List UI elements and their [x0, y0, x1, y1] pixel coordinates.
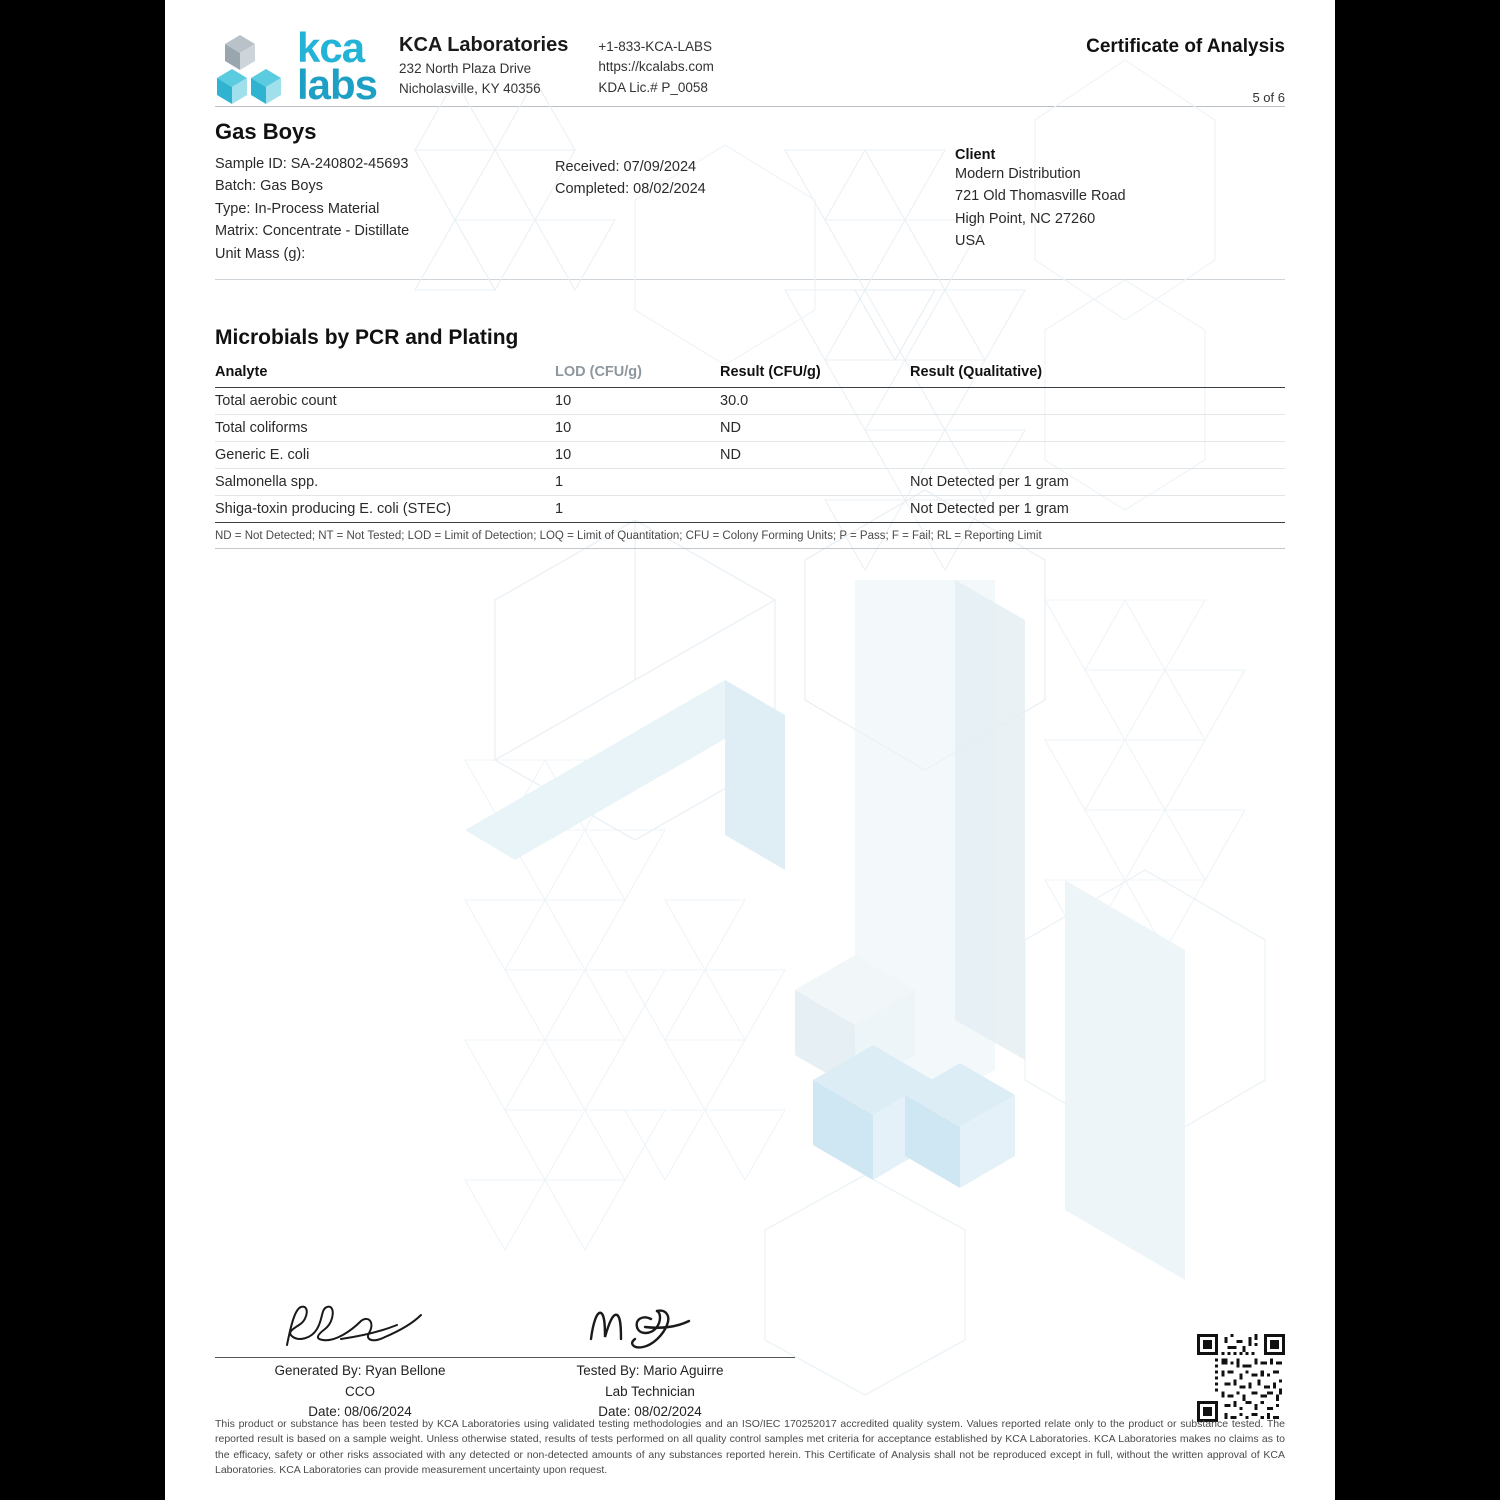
cell-analyte: Total aerobic count	[215, 388, 555, 415]
sample-dates	[555, 119, 855, 265]
sample-matrix: Matrix: Concentrate - Distillate	[215, 223, 410, 240]
lab-phone: +1-833-KCA-LABS	[598, 39, 713, 54]
cell-qualitative	[910, 415, 1285, 442]
signature-image-mario-aguirre	[505, 1295, 795, 1355]
table-row	[215, 496, 1285, 523]
lab-address-line1: 232 North Plaza Drive	[399, 61, 532, 76]
column-qualitative: Result (Qualitative)	[910, 364, 1285, 388]
cell-lod: 10	[555, 442, 720, 469]
document-title: Certificate of Analysis	[1086, 36, 1285, 57]
client-label: Client	[955, 147, 996, 163]
microbials-section	[215, 280, 1285, 549]
sample-type: Type: In-Process Material	[215, 200, 380, 217]
cell-result: ND	[720, 415, 910, 442]
sample-id: Sample ID: SA-240802-45693	[215, 156, 409, 172]
cell-lod: 10	[555, 415, 720, 442]
sample-title: Gas Boys	[215, 119, 317, 144]
logo-cubes-icon	[215, 28, 287, 106]
lab-name: KCA Laboratories	[399, 34, 569, 56]
coa-page	[165, 0, 1335, 1500]
column-analyte: Analyte	[215, 364, 555, 388]
legend-divider	[215, 548, 1285, 549]
table-header-row	[215, 364, 1285, 388]
cell-qualitative	[910, 388, 1285, 415]
lab-contact	[598, 28, 714, 98]
table-row	[215, 442, 1285, 469]
cell-lod: 1	[555, 496, 720, 523]
signature-block-generated-by	[215, 1295, 505, 1422]
client-street: 721 Old Thomasville Road	[955, 188, 1126, 205]
tested-by-role: Lab Technician	[605, 1383, 695, 1399]
lab-website[interactable]: https://kcalabs.com	[598, 59, 714, 75]
column-lod: LOD (CFU/g)	[555, 364, 720, 388]
results-table	[215, 364, 1285, 523]
signature-block-tested-by	[505, 1295, 795, 1422]
kca-logo	[215, 24, 378, 108]
client-info	[955, 119, 1285, 265]
logo-wordmark	[297, 24, 378, 108]
legal-disclaimer: This product or substance has been tested by KCA Laboratories using validated testing methodologies and an ISO/IEC 170252017 accredited quality system. Values reported relate only to the product or substance tested. The reported result is based on a sample weight. Unless otherwise stated, results of tests performed on all quality control samples met criteria for acceptance established by KCA Laboratories. KCA Laboratories makes no claims as to the efficacy, safety or other risks associated with any detected or non-detected amounts of any substances reported herein. This Certificate of Analysis shall not be reproduced except in full, without the written approval of KCA Laboratories. KCA Laboratories can provide measurement uncertainty upon request.	[215, 1418, 1285, 1476]
table-row	[215, 415, 1285, 442]
cell-qualitative: Not Detected per 1 gram	[910, 496, 1285, 523]
certificate-heading	[1086, 28, 1285, 105]
sample-unit-mass: Unit Mass (g):	[215, 245, 306, 262]
client-name: Modern Distribution	[955, 166, 1081, 182]
generated-by-role: CCO	[345, 1383, 375, 1399]
client-country: USA	[955, 233, 985, 250]
table-row	[215, 388, 1285, 415]
tested-by-date: Date: 08/02/2024	[598, 1403, 702, 1419]
table-row	[215, 469, 1285, 496]
page-header	[165, 0, 1335, 106]
date-received: Received: 07/09/2024	[555, 159, 697, 175]
cell-analyte: Generic E. coli	[215, 442, 555, 469]
logo-word-kca: kca	[297, 24, 365, 72]
cell-result: ND	[720, 442, 910, 469]
cell-qualitative: Not Detected per 1 gram	[910, 469, 1285, 496]
cell-analyte: Salmonella spp.	[215, 469, 555, 496]
cell-result	[720, 469, 910, 496]
tested-by-name: Tested By: Mario Aguirre	[576, 1363, 724, 1379]
generated-by-date: Date: 08/06/2024	[308, 1403, 412, 1419]
section-title: Microbials by PCR and Plating	[215, 326, 519, 350]
cell-qualitative	[910, 442, 1285, 469]
table-legend: ND = Not Detected; NT = Not Tested; LOD = Limit of Detection; LOQ = Limit of Quantitation; CFU = Colony Forming Units; P = Pass; F = Fail; RL = Reporting Limit	[215, 530, 1042, 543]
cell-lod: 1	[555, 469, 720, 496]
lab-identity	[399, 28, 568, 98]
qr-code[interactable]	[1197, 1334, 1285, 1422]
lab-address-line2: Nicholasville, KY 40356	[399, 80, 541, 96]
page-indicator: 5 of 6	[1252, 90, 1285, 105]
lab-license: KDA Lic.# P_0058	[598, 79, 708, 95]
cell-result: 30.0	[720, 388, 910, 415]
cell-analyte: Total coliforms	[215, 415, 555, 442]
signature-image-ryan-bellone	[215, 1295, 505, 1355]
generated-by-name: Generated By: Ryan Bellone	[274, 1363, 446, 1379]
cell-analyte: Shiga-toxin producing E. coli (STEC)	[215, 496, 555, 523]
client-city: High Point, NC 27260	[955, 210, 1096, 227]
sample-info	[215, 107, 1285, 279]
sample-batch: Batch: Gas Boys	[215, 178, 323, 195]
date-completed: Completed: 08/02/2024	[555, 181, 706, 198]
cell-lod: 10	[555, 388, 720, 415]
column-result: Result (CFU/g)	[720, 364, 910, 388]
cell-result	[720, 496, 910, 523]
sample-details	[215, 119, 555, 265]
signature-area	[215, 1295, 1285, 1422]
logo-word-labs: labs	[297, 61, 378, 108]
